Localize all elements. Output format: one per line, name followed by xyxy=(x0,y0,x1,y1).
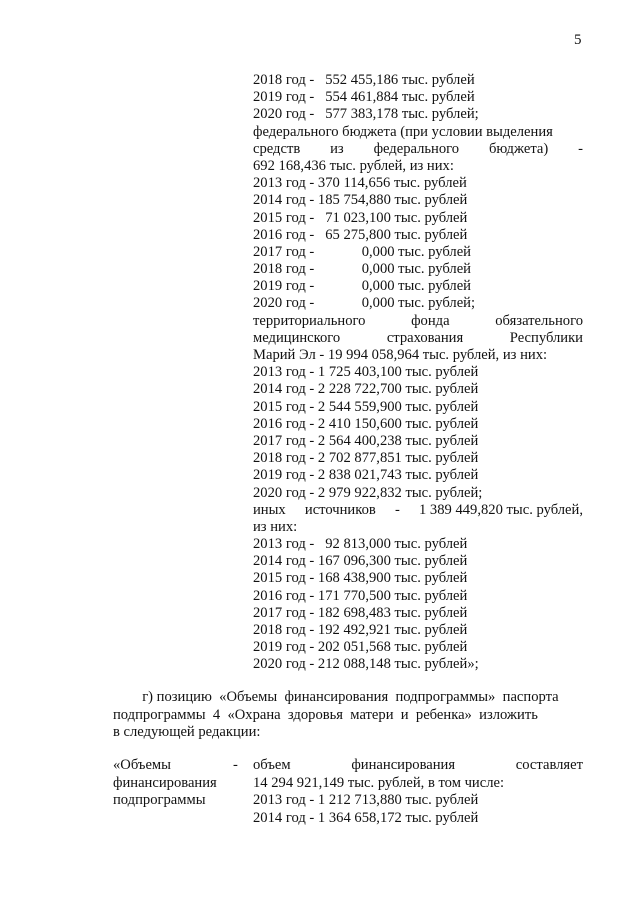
list-line: 2018 год - 192 492,921 тыс. рублей xyxy=(253,622,468,638)
list-line: 2018 год - 0,000 тыс. рублей xyxy=(253,261,471,278)
tfoms-heading-line1: территориального фонда обязательного xyxy=(253,312,583,329)
list-line: 2013 год - 370 114,656 тыс. рублей xyxy=(253,175,467,192)
list-line: 2014 год - 2 228 722,700 тыс. рублей xyxy=(253,381,479,398)
federal-total: 692 168,436 тыс. рублей, из них: xyxy=(253,157,454,174)
table-value-line1: объем финансирования составляет xyxy=(253,757,583,773)
table-value xyxy=(253,757,583,827)
tfoms-total: Марий Эл - 19 994 058,964 тыс. рублей, из них: xyxy=(253,347,548,363)
list-line: 2014 год - 185 754,880 тыс. рублей xyxy=(253,192,468,209)
table-label: «Объемы финансирования подпрограммы xyxy=(113,757,217,808)
list-line: 2014 год - 167 096,300 тыс. рублей xyxy=(253,553,468,570)
funding-list xyxy=(253,72,583,674)
table-value-line: 2014 год - 1 364 658,172 тыс. рублей xyxy=(253,809,479,826)
list-line: 2017 год - 2 564 400,238 тыс. рублей xyxy=(253,432,479,449)
table-dash: - xyxy=(233,757,238,773)
list-line: 2017 год - 0,000 тыс. рублей xyxy=(253,243,471,260)
list-line: 2015 год - 168 438,900 тыс. рублей xyxy=(253,570,468,587)
list-line: 2020 год - 212 088,148 тыс. рублей»; xyxy=(253,656,479,673)
table-value-line: 2013 год - 1 212 713,880 тыс. рублей xyxy=(253,792,479,808)
list-line: 2018 год - 2 702 877,851 тыс. рублей xyxy=(253,450,479,467)
table-value-line: 14 294 921,149 тыс. рублей, в том числе: xyxy=(253,774,505,791)
other-heading-line1: иных источников - 1 389 449,820 тыс. рублей, xyxy=(253,501,583,518)
list-line: 2013 год - 1 725 403,100 тыс. рублей xyxy=(253,364,479,381)
list-line: 2019 год - 0,000 тыс. рублей xyxy=(253,278,471,295)
list-line: 2019 год - 554 461,884 тыс. рублей xyxy=(253,89,475,106)
federal-heading-line2: средств из федерального бюджета) - xyxy=(253,140,583,157)
tfoms-heading-line2: медицинского страхования Республики xyxy=(253,329,583,346)
list-line: 2020 год - 2 979 922,832 тыс. рублей; xyxy=(253,484,483,501)
list-line: 2015 год - 71 023,100 тыс. рублей xyxy=(253,209,468,226)
list-line: 2020 год - 0,000 тыс. рублей; xyxy=(253,295,476,312)
list-line: 2019 год - 202 051,568 тыс. рублей xyxy=(253,639,468,656)
list-line: 2016 год - 65 275,800 тыс. рублей xyxy=(253,226,468,243)
federal-heading: федерального бюджета (при условии выделения xyxy=(253,123,553,140)
paragraph-g xyxy=(113,689,583,742)
list-line: 2016 год - 171 770,500 тыс. рублей xyxy=(253,587,468,604)
list-line: 2017 год - 182 698,483 тыс. рублей xyxy=(253,604,468,621)
list-line: 2019 год - 2 838 021,743 тыс. рублей xyxy=(253,467,479,484)
paragraph-line: в следующей редакции: xyxy=(113,724,261,740)
list-line: 2015 год - 2 544 559,900 тыс. рублей xyxy=(253,398,479,415)
other-heading-line2: из них: xyxy=(253,518,298,535)
list-line: 2013 год - 92 813,000 тыс. рублей xyxy=(253,536,468,553)
list-line: 2020 год - 577 383,178 тыс. рублей; xyxy=(253,106,479,123)
page-number: 5 xyxy=(574,32,582,48)
list-line: 2018 год - 552 455,186 тыс. рублей xyxy=(253,72,475,88)
paragraph-line: г) позицию «Объемы финансирования подпрограммы» паспорта xyxy=(113,689,559,705)
list-line: 2016 год - 2 410 150,600 тыс. рублей xyxy=(253,415,479,432)
paragraph-line: подпрограммы 4 «Охрана здоровья матери и ребенка» изложить xyxy=(113,706,538,723)
